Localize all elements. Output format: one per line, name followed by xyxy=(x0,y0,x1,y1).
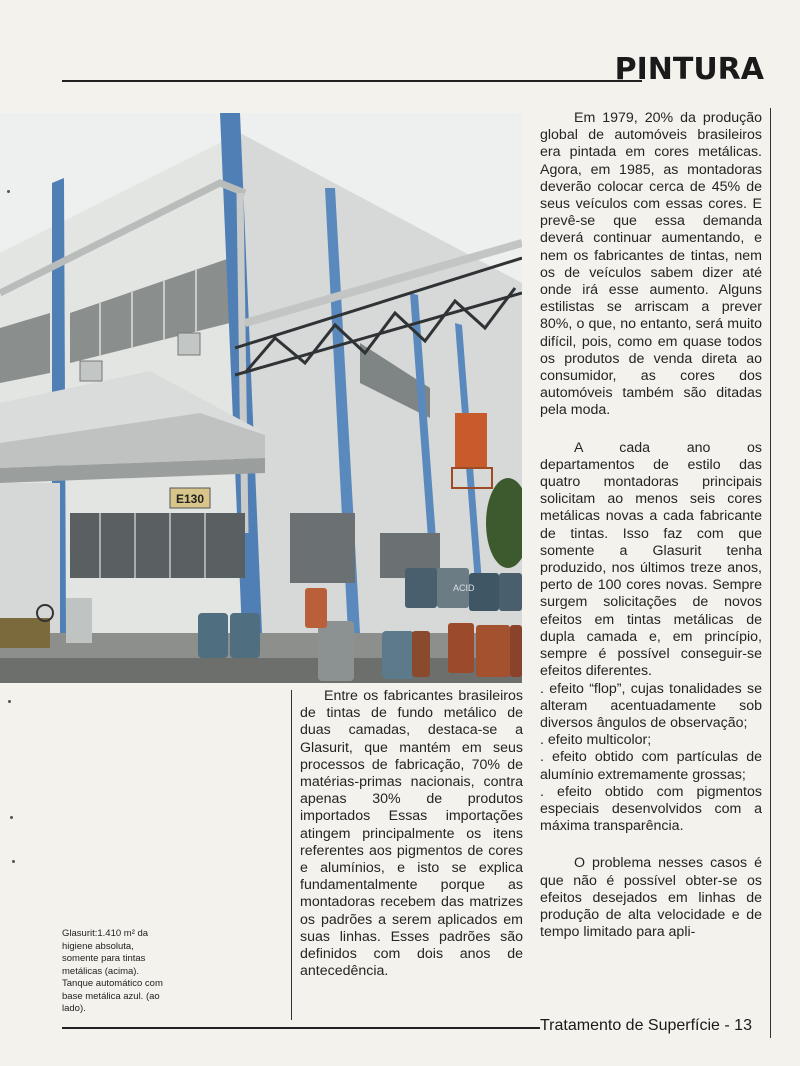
right-column-rule xyxy=(770,108,771,1038)
right-paragraph-1: Em 1979, 20% da produção global de automóveis brasileiros era pintada em cores metálicas. Agora, em 1985, as montadoras deverão colocar cerca de 45% de seus veículos com essas cores. E prevê-se que essa demanda deverá continuar aumentando, e nem os fabricantes de tintas, nem os de veículos sabem dizer até onde irá esse aumento. Alguns estilistas se arriscam a prever 80%, o que, no entanto, será muito difícil, pois, como em quase todos os produtos de venda direta ao consumidor, as cores dos automóveis também são ditadas pela moda. xyxy=(540,110,762,419)
page-footer: Tratamento de Superfície - 13 xyxy=(540,1017,752,1034)
section-title: PINTURA xyxy=(614,52,764,87)
right-paragraph-3: O problema nesses casos é que não é possível obter-se os efeitos desejados em linhas de produção de alta velocidade e de tempo limitado para apli- xyxy=(540,855,762,941)
right-column xyxy=(540,110,762,941)
effect-item: . efeito multicolor; xyxy=(540,732,652,749)
footer-rule xyxy=(62,1027,540,1029)
header-rule xyxy=(62,80,642,82)
effect-item: . efeito “flop”, cujas tonalidades se alteram acentuadamente sob diversos ângulos de observação; xyxy=(540,680,762,731)
drum-label: ACID xyxy=(453,583,475,593)
middle-column xyxy=(300,688,523,980)
middle-paragraph-1: Entre os fabricantes brasileiros de tintas de fundo metálico de duas camadas, destaca-se a Glasurit, que mantém em seus processos de fabricação, 70% de matérias-primas nacionais, contra apenas 30% de produtos importados Essas importações atingem principalmente os itens referentes aos pigmentos de cores e alumínios, e isto se explica fundamentalmente porque as montadoras recebem das matrizes os padrões a serem aplicados em suas linhas. Esses padrões são definidos com dois anos de antecedência. xyxy=(300,688,523,980)
factory-photo xyxy=(0,113,522,683)
building-sign: E130 xyxy=(175,492,205,506)
right-paragraph-2: A cada ano os departamentos de estilo das quatro montadoras principais solicitam ao menos seis cores metálicas novas a cada fabricante de tintas. Isso faz com que somente a Glasurit tenha produzido, nos últimos treze anos, perto de 100 cores novas. Sempre surgem solicitações de novos efeitos em tintas metálicas de dupla camada e, em princípio, sempre é possível conseguir-se efeitos diferentes. xyxy=(540,439,762,680)
factory-illustration xyxy=(0,113,522,683)
photo-caption: Glasurit:1.410 m² da higiene absoluta, somente para tintas metálicas (acima). Tanque automático com base metálica azul. (ao lado). xyxy=(62,928,163,1014)
effect-item: . efeito obtido com partículas de alumínio extremamente grossas; xyxy=(540,749,762,783)
middle-column-rule xyxy=(291,690,292,1020)
effect-item: . efeito obtido com pigmentos especiais desenvolvidos com a máxima transparência. xyxy=(540,783,762,835)
